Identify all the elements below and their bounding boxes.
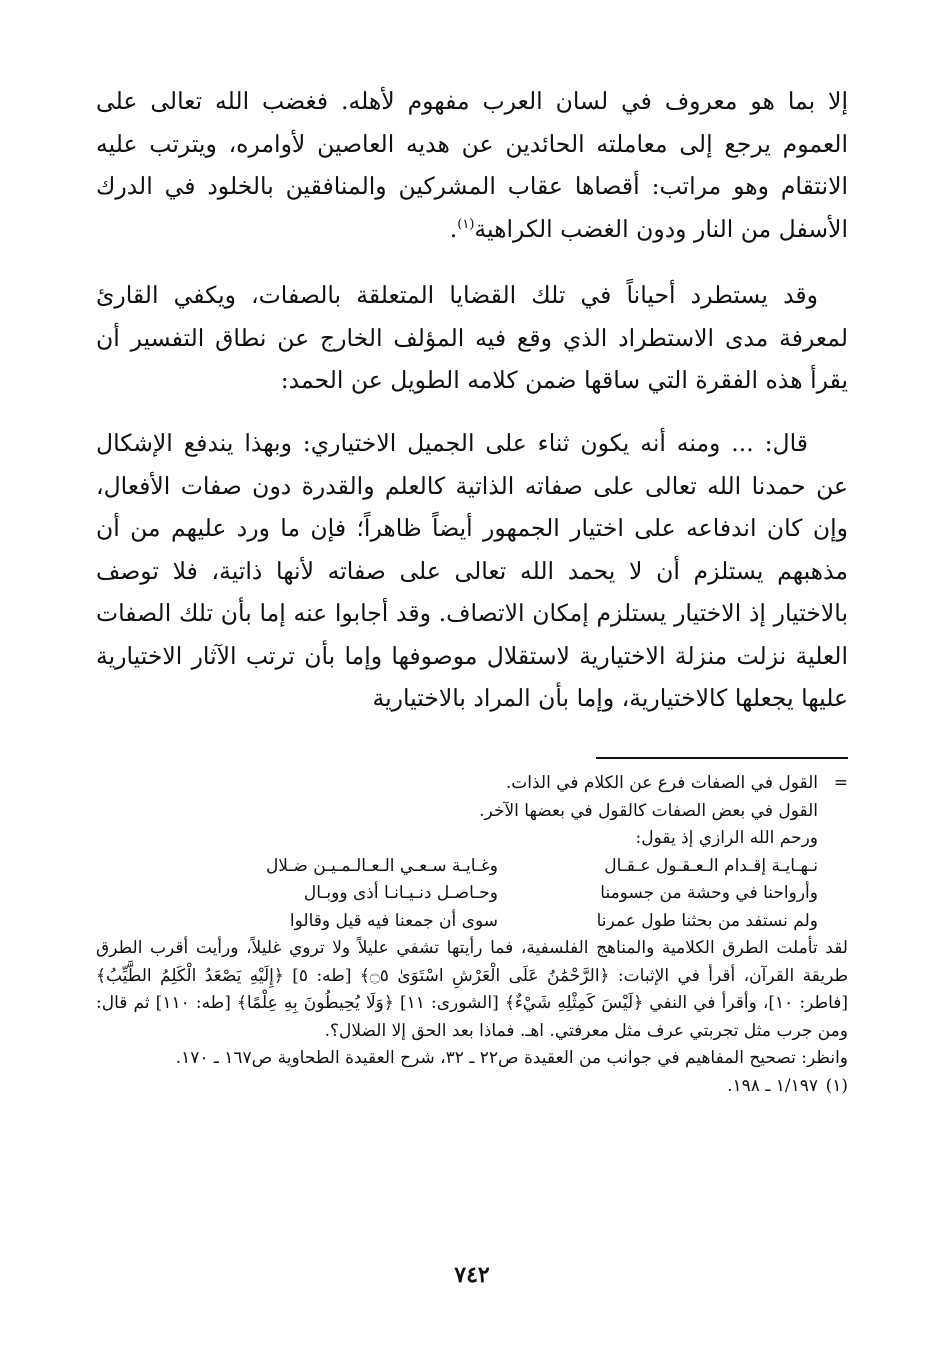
footnote-1-text: ١/١٩٧ ـ ١٩٨. bbox=[727, 1075, 818, 1096]
footnote-line: ورحم الله الرازي إذ يقول: bbox=[635, 828, 818, 848]
paragraph-1-text: إلا بما هو معروف في لسان العرب مفهوم لأهله. فغضب الله تعالى على العموم يرجع إلى معاملته الحائدين عن هديه العاصين لأوامره، ويترتب عليه الانتقام وهو مراتب: أقصاها عقاب المشركين والمنافقين بالخلود في الدرك الأسفل من النار ودون الغضب الكراهية bbox=[96, 87, 848, 243]
verse-first-hemistich: وأرواحنا في وحشة من جسومنا bbox=[600, 883, 818, 903]
paragraph-2: وقد يستطرد أحياناً في تلك القضايا المتعلقة بالصفات، ويكفي القارئ لمعرفة مدى الاستطراد الذي وقع فيه المؤلف الخارج عن نطاق التفسير أن يقرأ هذه الفقرة التي ساقها ضمن كلامه الطويل عن الحمد: bbox=[96, 281, 848, 394]
paragraph-3: قال: ... ومنه أنه يكون ثناء على الجميل الاختياري: وبهذا يندفع الإشكال عن حمدنا الله تعالى على صفاته الذاتية كالعلم والقدرة دون صفات الأفعال، وإن كان اندفاعه على اختيار الجمهور أيضاً ظاهراً؛ فإن ما ورد عليهم من أن مذهبهم يستلزم أن لا يحمد الله تعالى على صفاته لأنها ذاتية، فلا توصف بالاختيار إذ الاختيار يستلزم إمكان الاتصاف. وقد أجابوا عنه إما بأن تلك الصفات العلية نزلت منزلة الاختيارية لاستقلال موصوفها وإما بأن ترتب الآثار الاختيارية عليها يجعلها كالاختيارية، وإما بأن المراد بالاختيارية bbox=[96, 429, 848, 712]
verse-second-hemistich: وغـايـة سـعـي الـعـالـمـيـن ضـلال bbox=[265, 855, 498, 876]
footnote-line bbox=[96, 770, 848, 798]
footnote-line: القول في بعض الصفات كالقول في بعضها الآخر. bbox=[479, 800, 818, 821]
paragraph-1 bbox=[96, 80, 848, 252]
footnote-text: القول في الصفات فرع عن الكلام في الذات. bbox=[505, 773, 818, 793]
footnote-see-also: وانظر: تصحيح المفاهيم في جوانب من العقيدة ص٢٢ ـ ٣٢، شرح العقيدة الطحاوية ص١٦٧ ـ ١٧٠. bbox=[175, 1048, 848, 1068]
verse-first-hemistich: ولم نستفد من بحثنا طول عمرنا bbox=[596, 910, 818, 931]
verse-line bbox=[96, 908, 848, 936]
verse-second-hemistich: وحـاصـل دنـيـانـا أذى ووبـال bbox=[303, 883, 498, 903]
footnote-1-number: (١) bbox=[825, 1075, 848, 1096]
footnote-paragraph: لقد تأملت الطرق الكلامية والمناهج الفلسفية، فما رأيتها تشفي عليلاً ولا تروي غليلاً، ورأيت أقرب الطرق طريقة القرآن، أقرأ في الإثبات: ﴿الرَّحْمَٰنُ عَلَى الْعَرْشِ اسْتَوَىٰ ۝٥﴾ [طه: ٥] ﴿إِلَيْهِ يَصْعَدُ الْكَلِمُ الطَّيِّبُ﴾ [فاطر: ١٠]، وأقرأ في النفي ﴿لَيْسَ كَمِثْلِهِ شَيْءٌ﴾ [الشورى: ١١] ﴿وَلَا يُحِيطُونَ بِهِ عِلْمًا﴾ [طه: ١١٠] ثم قال: ومن جرب مثل تجربتي عرف مثل معرفتي. اهـ. فماذا بعد الحق إلا الضلال؟. bbox=[96, 938, 849, 1041]
verse-first-hemistich: نـهـايـة إقـدام الـعـقـول عـقـال bbox=[604, 855, 818, 876]
verse-second-hemistich: سوى أن جمعنا فيه قيل وقالوا bbox=[289, 910, 498, 931]
footnotes bbox=[96, 770, 848, 1100]
main-text bbox=[96, 80, 848, 720]
continuation-mark: = bbox=[833, 773, 848, 793]
verse-line bbox=[96, 853, 848, 881]
paragraph-1-end: . bbox=[449, 214, 458, 243]
verse-line bbox=[96, 880, 848, 908]
footnote-1 bbox=[96, 1073, 848, 1101]
footnote-ref-1[interactable]: (١) bbox=[457, 216, 475, 232]
page-number: ٧٤٢ bbox=[454, 1262, 490, 1288]
footnote-separator bbox=[596, 757, 848, 759]
